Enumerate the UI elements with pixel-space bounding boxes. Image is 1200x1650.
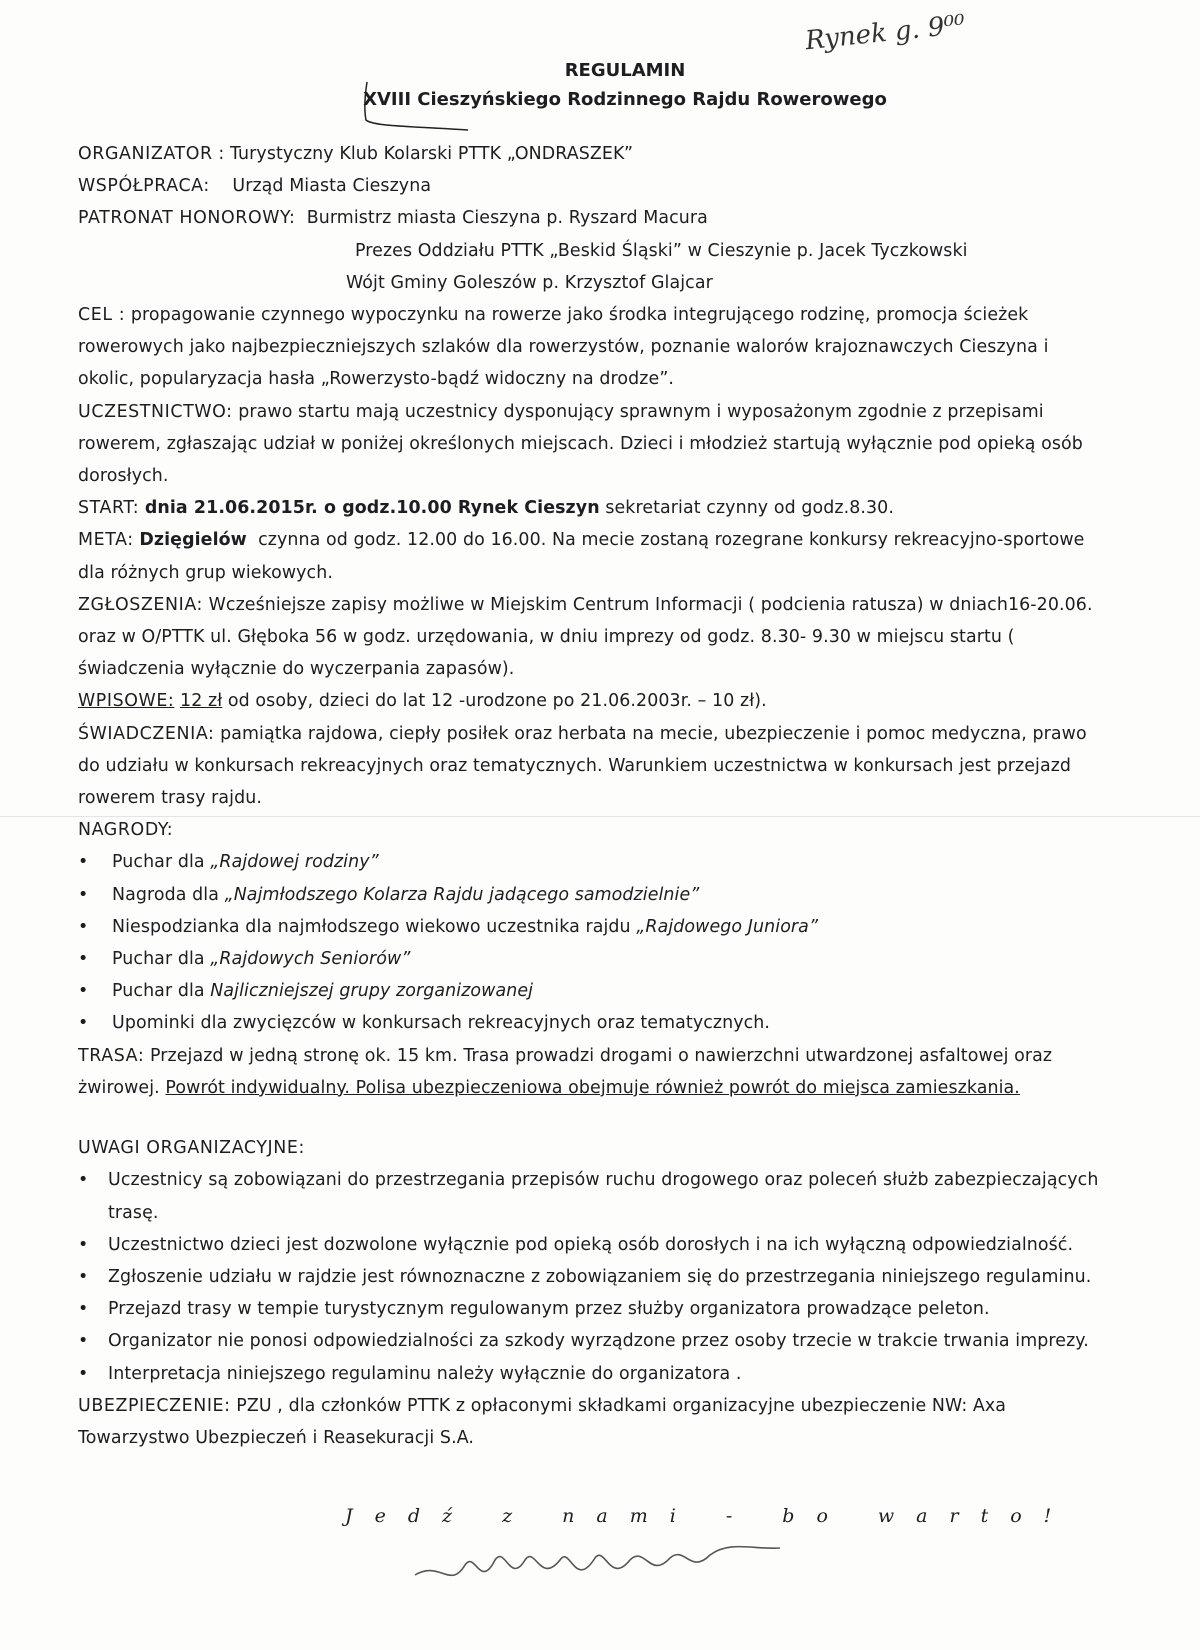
finish-text: czynna od godz. 12.00 do 16.00. Na mecie zostaną rozegrane konkursy rekreacyjno-sportowe dla różnych grup wiekowych. [78, 530, 1085, 583]
note-item: • Zgłoszenie udziału w rajdzie jest równoznaczne z zobowiązaniem się do przestrzegania niniejszego regulaminu. [78, 1261, 1108, 1293]
participation-paragraph [78, 396, 1108, 493]
regulation-body [78, 138, 1108, 1454]
prize-name: „Rajdowego Juniora” [636, 916, 819, 937]
patronage-item: Burmistrz miasta Cieszyna p. Ryszard Macura [306, 208, 708, 229]
start-date-place: dnia 21.06.2015r. o godz.10.00 Rynek Cieszyn [144, 498, 600, 519]
handwritten-bracket [363, 80, 483, 135]
notes-list [78, 1164, 1108, 1389]
organizer-line [78, 138, 1108, 170]
patronage-item: Wójt Gminy Goleszów p. Krzysztof Glajcar [346, 272, 713, 293]
organizer-label: ORGANIZATOR [78, 144, 213, 164]
insurance-label: UBEZPIECZENIE: [78, 1395, 231, 1416]
registration-label: ZGŁOSZENIA: [78, 594, 203, 615]
insurance-paragraph [78, 1390, 1108, 1454]
prize-name: „Rajdowej rodziny” [210, 852, 379, 873]
participation-label: UCZESTNICTWO: [78, 401, 233, 422]
participation-text: prawo startu mają uczestnicy dysponujący sprawnym i wyposażonym zgodnie z przepisami rowerem, zgłaszając udział w poniżej określonych miejscach. Dzieci i młodzież startują wyłącznie pod opieką osób dorosłych. [78, 401, 1083, 487]
route-text: Przejazd w jedną stronę ok. 15 km. Trasa prowadzi drogami o nawierzchni utwardzonej asfaltowej oraz żwirowej. [78, 1045, 1053, 1098]
prize-item [78, 975, 1108, 1007]
fee-line [78, 685, 1108, 717]
prizes-list [78, 846, 1108, 1039]
route-paragraph [78, 1040, 1108, 1104]
note-item: • Uczestnictwo dzieci jest dozwolone wyłącznie pod opieką osób dorosłych i na ich wyłączną odpowiedzialność. [78, 1229, 1108, 1261]
prize-text: Upominki dla zwycięzców w konkursach rekreacyjnych oraz tematycznych. [112, 1013, 771, 1034]
registration-text: Wcześniejsze zapisy możliwe w Miejskim Centrum Informacji ( podcienia ratusza) w dniach16-20.06. oraz w O/PTTK ul. Głęboka 56 w godz. urzędowania, w dniu imprezy od godz. 8.30- 9.30 w miejscu startu ( świadczenia wyłącznie do wyczerpania zapasów). [78, 594, 1093, 680]
insurance-text: PZU , dla członków PTTK z opłaconymi składkami organizacyjne ubezpieczenie NW: Axa Towarzystwo Ubezpieczeń i Reasekuracji S.A. [78, 1395, 1007, 1448]
note-item: • Uczestnicy są zobowiązani do przestrzegania przepisów ruchu drogowego oraz poleceń służb zabezpieczających trasę. [78, 1164, 1108, 1228]
benefits-text: pamiątka rajdowa, ciepły posiłek oraz herbata na mecie, ubezpieczenie i pomoc medyczna, prawo do udziału w konkursach rekreacyjnych oraz tematycznych. Warunkiem uczestnictwa w konkursach jest przejazd rowerem trasy rajdu. [78, 723, 1087, 809]
prize-item [78, 943, 1108, 975]
start-line [78, 492, 1108, 524]
signature-scribble [410, 1530, 790, 1605]
cooperation-line [78, 170, 1108, 202]
prize-text: Niespodzianka dla najmłodszego wiekowo uczestnika rajdu [112, 916, 637, 937]
document-title: REGULAMIN [564, 60, 686, 81]
prize-text: Puchar dla [112, 949, 211, 970]
goal-paragraph [78, 299, 1108, 396]
goal-label: CEL : [78, 305, 126, 326]
benefits-paragraph [78, 718, 1108, 815]
finish-label: META: [78, 530, 134, 551]
route-label: TRASA: [78, 1045, 145, 1066]
prize-item [78, 911, 1108, 943]
prize-name: Najliczniejszej grupy zorganizowanej [210, 981, 534, 1002]
note-item: • Organizator nie ponosi odpowiedzialności za szkody wyrządzone przez osoby trzecie w trakcie trwania imprezy. [78, 1325, 1108, 1357]
patronage-label: PATRONAT HONOROWY: [78, 208, 296, 229]
prize-text: Nagroda dla [112, 884, 225, 905]
prize-text: Puchar dla [112, 981, 211, 1002]
fee-text: od osoby, dzieci do lat 12 -urodzone po 21.06.2003r. – 10 zł). [227, 691, 767, 712]
cooperation-value: Urząd Miasta Cieszyna [232, 176, 432, 197]
prize-item [78, 1007, 1108, 1039]
finish-place: Dzięgielów [139, 530, 247, 551]
goal-text: propagowanie czynnego wypoczynku na rowerze jako środka integrującego rodzinę, promocja ścieżek rowerowych jako najbezpieczniejszych szlaków dla rowerzystów, poznanie walorów krajoznawczych Cieszyna i okolic, popularyzacja hasła „Rowerzysto-bądź widoczny na drodze”. [78, 305, 1049, 390]
prizes-label: NAGRODY: [78, 820, 174, 841]
handwritten-note: Rynek g. 9⁰⁰ [803, 9, 967, 57]
prize-name: „Najmłodszego Kolarza Rajdu jadącego samodzielnie” [224, 884, 700, 905]
fee-label: WPISOWE: [78, 691, 175, 712]
start-label: START: [78, 498, 140, 519]
note-item: • Interpretacja niniejszego regulaminu należy wyłącznie do organizatora . [78, 1358, 1108, 1390]
patronage-item: Prezes Oddziału PTTK „Beskid Śląski” w Cieszynie p. Jacek Tyczkowski [355, 240, 968, 261]
benefits-label: ŚWIADCZENIA: [78, 723, 215, 744]
prize-name: „Rajdowych Seniorów” [210, 949, 411, 970]
document-subtitle: XVIII Cieszyńskiego Rodzinnego Rajdu Rowerowego [363, 89, 887, 110]
route-return-note: Powrót indywidualny. Polisa ubezpieczeniowa obejmuje również powrót do miejsca zamieszkania. [165, 1077, 1020, 1098]
notes-label: UWAGI ORGANIZACYJNE: [78, 1138, 305, 1159]
prize-text: Puchar dla [112, 852, 211, 873]
fee-amount: 12 zł [180, 691, 223, 712]
prize-item [78, 846, 1108, 878]
motto: Jedź z nami - bo warto! [345, 1505, 1074, 1527]
organizer-value: : Turystyczny Klub Kolarski PTTK „ONDRASZEK” [218, 144, 634, 164]
registration-paragraph [78, 589, 1108, 686]
note-item: • Przejazd trasy w tempie turystycznym regulowanym przez służby organizatora prowadzące peleton. [78, 1293, 1108, 1325]
start-text: sekretariat czynny od godz.8.30. [605, 498, 894, 519]
finish-paragraph [78, 524, 1108, 588]
patronage-line [78, 202, 1108, 234]
cooperation-label: WSPÓŁPRACA: [78, 176, 210, 197]
prize-item [78, 879, 1108, 911]
